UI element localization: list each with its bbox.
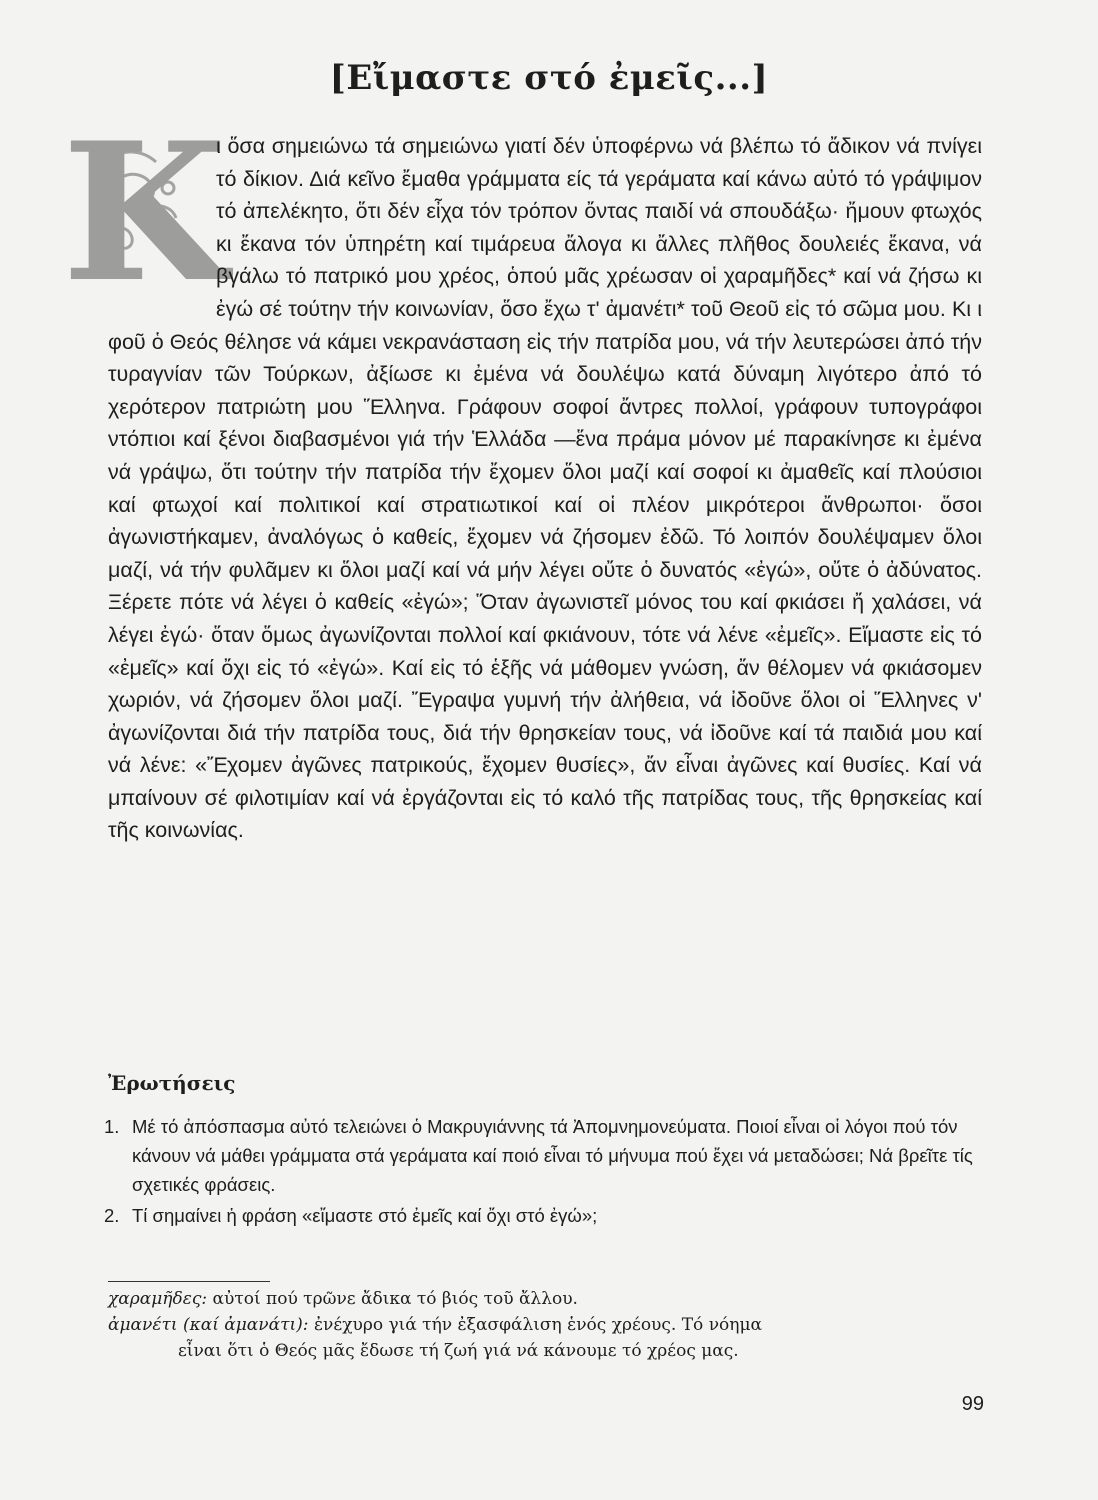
questions-heading: Ἐρωτήσεις — [108, 1071, 236, 1095]
footnote — [108, 1286, 988, 1312]
question-number: 2. — [104, 1205, 120, 1226]
main-paragraph: ι ὅσα σημειώνω τά σημειώνω γιατί δέν ὑποφέρνω νά βλέπω τό ἄδικον νά πνίγει τό δίκιον. Διά κεῖνο ἔμαθα γράμματα είς τά γεράματα καί κάνω αὐτό τό γράψιμον τό ἀπελέκητο, ὅτι δέν εἶχα τόν τρόπον ὄντας παιδί νά σπουδάξω· ἤμουν φτωχός κι ἔκανα τόν ὑπηρέτη καί τιμάρευα ἄλογα κι ἄλλες πλῆθος δουλειές ἔκανα, νά βγάλω τό πατρικό μου χρέος, ὁπού μᾶς χρέωσαν οἱ χαραμῆδες* καί νά ζήσω κι ἐγώ σέ τούτην τήν κοινωνίαν, ὅσο ἔχω τ' ἀμανέτι* τοῦ Θεοῦ εἰς τό σῶμα μου. Κι ι φοῦ ὁ Θεός θέλησε νά κάμει νεκρανάσταση εἰς τήν πατρίδα μου, νά τήν λευτερώσει ἀπό τήν τυραγνίαν τῶν Τούρκων, ἀξίωσε κι ἐμένα νά δουλέψω κατά δύναμη λιγότερο ἀπό τό χερότερον πατριώτη μου Ἕλληνα. Γράφουν σοφοί ἄντρες πολλοί, γράφουν τυπογράφοι ντόπιοι καί ξένοι διαβασμένοι γιά τήν Ἑλλάδα —ἕνα πράμα μόνον μέ παρακίνησε κι ἐμένα νά γράψω, ὅτι τούτην τήν πατρίδα τήν ἔχομεν ὅλοι μαζί καί σοφοί κι ἀμαθεῖς καί πλούσιοι καί φτωχοί καί πολιτικοί καί στρατιωτικοί καί οἱ πλέον μικρότεροι ἄνθρωποι· ὅσοι ἀγωνιστήκαμεν, ἀναλόγως ὁ καθείς, ἔχομεν νά ζήσομεν ἐδῶ. Τό λοιπόν δουλέψαμεν ὅλοι μαζί, νά τήν φυλᾶμεν κι ὅλοι μαζί καί νά μήν λέγει οὔτε ὁ δυνατός «ἐγώ», οὔτε ὁ ἀδύνατος. Ξέρετε πότε νά λέγει ὁ καθείς «ἐγώ»; Ὅταν ἀγωνιστεῖ μόνος του καί φκιάσει ἤ χαλάσει, νά λέγει ἐγώ· ὅταν ὅμως ἀγωνίζονται πολλοί καί φκιάνουν, τότε νά λένε «ἐμεῖς». Εἴμαστε εἰς τό «ἐμεῖς» καί ὄχι εἰς τό «ἐγώ». Καί εἰς τό ἑξῆς νά μάθομεν γνώση, ἄν θέλομεν νά φκιάσομεν χωριόν, νά ζήσομεν ὅλοι μαζί. Ἔγραψα γυμνή τήν ἀλήθεια, νά ἰδοῦνε ὅλοι οἱ Ἕλληνες ν' ἀγωνίζονται διά τήν πατρίδα τους, διά τήν θρησκείαν τους, νά ἰδοῦνε καί τά παιδιά μου καί νά λένε: «Ἔχομεν ἀγῶνες πατρικούς, ἔχομεν θυσίες», ἄν εἶναι ἀγῶνες καί θυσίες. Καί νά μπαίνουν σέ φιλοτιμίαν καί νά ἐργάζονται εἰς τό καλό τῆς πατρίδας τους, τῆς θρησκείας καί τῆς κοινωνίας. — [108, 134, 982, 843]
question-item — [104, 1112, 984, 1199]
questions-list — [104, 1112, 984, 1232]
footnote-term: χαραμῆδες: — [108, 1289, 208, 1309]
question-text: Μέ τό ἀπόσπασμα αὐτό τελειώνει ὁ Μακρυγιάννης τά Ἀπομνημονεύματα. Ποιοί εἶναι οἱ λόγοι πού τόν κάνουν νά μάθει γράμματα στά γεράματα καί ποιό εἶναι τό μήνυμα πού ἔχει νά μεταδώσει; Νά βρεῖτε τίς σχετικές φράσεις. — [132, 1116, 973, 1195]
footnote-continuation: εἶναι ὅτι ὁ Θεός μᾶς ἔδωσε τή ζωή γιά νά κάνουμε τό χρέος μας. — [178, 1341, 739, 1361]
drop-cap-letter: Κ — [62, 101, 228, 324]
footnote-definition: ἐνέχυρο γιά τήν ἐξασφάλιση ἑνός χρέους. Τό νόημα — [313, 1315, 762, 1335]
footnotes — [108, 1286, 988, 1364]
footnote-definition: αὐτοί πού τρῶνε ἄδικα τό βιός τοῦ ἄλλου. — [212, 1289, 578, 1309]
footnote — [108, 1312, 988, 1338]
main-text — [108, 130, 982, 847]
question-item — [104, 1201, 984, 1230]
footnote-term: ἀμανέτι (καί ἀμανάτι): — [108, 1315, 309, 1335]
drop-cap-spacer — [108, 130, 216, 293]
question-number: 1. — [104, 1116, 120, 1137]
footnote-divider — [108, 1281, 270, 1282]
question-text: Τί σημαίνει ἡ φράση «εἴμαστε στό ἐμεῖς καί ὄχι στό ἐγώ»; — [132, 1205, 598, 1226]
page-title: [Εἴμαστε στό ἐμεῖς...] — [329, 58, 769, 98]
page-number: 99 — [961, 1393, 984, 1415]
